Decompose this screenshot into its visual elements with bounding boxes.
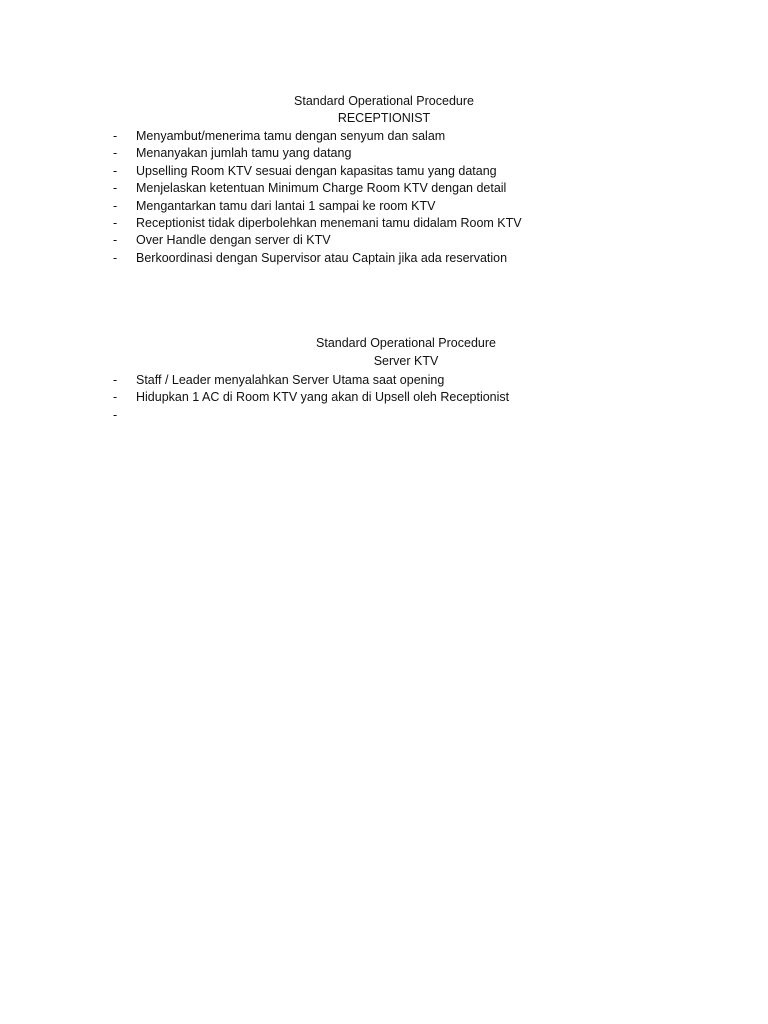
- list-item-text: Menyambut/menerima tamu dengan senyum dan salam: [136, 129, 446, 143]
- list-bullet: -: [113, 163, 118, 178]
- list-item-text: Mengantarkan tamu dari lantai 1 sampai ke room KTV: [136, 198, 436, 213]
- list-bullet: -: [113, 181, 118, 196]
- section-title: Standard Operational Procedure: [294, 94, 474, 108]
- list-bullet: -: [113, 390, 118, 405]
- list-bullet: -: [113, 373, 118, 387]
- list-bullet: -: [113, 233, 118, 248]
- list-item-text: Over Handle dengan server di KTV: [136, 233, 331, 248]
- list-item-text: Receptionist tidak diperbolehkan menemani tamu didalam Room KTV: [136, 215, 522, 230]
- list-bullet: -: [113, 250, 118, 265]
- list-item-text: Staff / Leader menyalahkan Server Utama saat opening: [136, 373, 445, 387]
- list-item-text: Berkoordinasi dengan Supervisor atau Captain jika ada reservation: [136, 250, 508, 265]
- list-bullet: -: [113, 129, 118, 143]
- section-subtitle: Server KTV: [373, 354, 439, 368]
- section-subtitle: RECEPTIONIST: [337, 111, 431, 125]
- list-item-text: Menjelaskan ketentuan Minimum Charge Room KTV dengan detail: [136, 181, 507, 196]
- list-bullet: -: [113, 198, 118, 213]
- list-bullet: -: [113, 407, 118, 422]
- list-bullet: -: [113, 146, 118, 161]
- section-title: Standard Operational Procedure: [316, 336, 496, 350]
- list-bullet: -: [113, 215, 118, 230]
- list-item-text: Hidupkan 1 AC di Room KTV yang akan di Upsell oleh Receptionist: [136, 390, 510, 405]
- list-item-text: Upselling Room KTV sesuai dengan kapasitas tamu yang datang: [136, 163, 497, 178]
- list-item-text: Menanyakan jumlah tamu yang datang: [136, 146, 352, 161]
